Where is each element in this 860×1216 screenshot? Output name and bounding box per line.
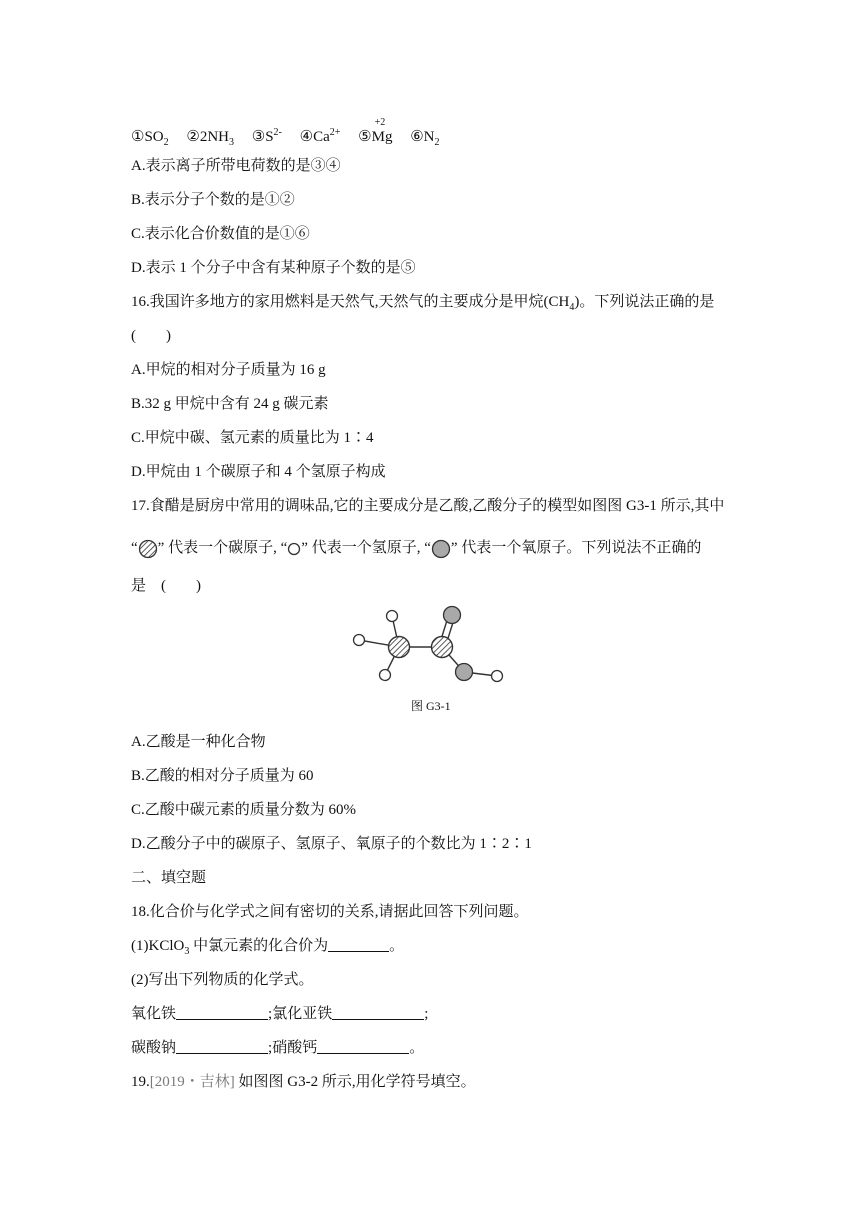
answer-blank-ferrous-chloride[interactable] [332, 1005, 424, 1020]
hydrogen-atom-2 [354, 635, 365, 646]
q18-part1: (1)KClO$_3$ 中氯元素的化合价为 。 [131, 938, 405, 957]
answer-blank-iron-oxide[interactable] [176, 1005, 268, 1020]
q15-option-b: B.表示分子个数的是①② [131, 192, 295, 208]
acetic-acid-model [350, 600, 510, 695]
carbon-atom-1 [389, 637, 410, 658]
carbon-atom-icon [138, 539, 158, 559]
q16-stem: 16.我国许多地方的家用燃料是天然气,天然气的主要成分是甲烷$(CH_4)$。下列说法正确的是 [131, 294, 715, 313]
hydrogen-atom-3 [380, 670, 391, 681]
answer-blank-calcium-nitrate[interactable] [317, 1039, 409, 1054]
answer-blank-sodium-carbonate[interactable] [176, 1039, 268, 1054]
oxygen-atom-2 [456, 664, 473, 681]
oxygen-atom-icon [431, 539, 451, 559]
q18-formula-row-1: 氧化铁 ;氯化亚铁 ; [131, 1006, 429, 1022]
q16-answer-paren: ( ) [131, 328, 171, 344]
figure-caption: 图 G3-1 [411, 699, 451, 713]
hydrogen-atom-icon [287, 542, 301, 556]
oxygen-atom-1 [444, 607, 461, 624]
q17-option-d: D.乙酸分子中的碳原子、氢原子、氧原子的个数比为 1∶2∶1 [131, 836, 532, 852]
hydrogen-atom-4 [492, 671, 503, 682]
q15-option-a: A.表示离子所带电荷数的是③④ [131, 158, 341, 174]
carbon-atom-2 [432, 637, 453, 658]
q17-legend: “ ” 代表一个碳原子, “ ” 代表一个氢原子, “ ” 代表一个氧原子。下列说法不正确的 [131, 538, 701, 559]
hydrogen-atom-1 [387, 611, 398, 622]
q18-formula-row-2: 碳酸钠 ;硝酸钙 。 [131, 1040, 425, 1056]
source-tag: [2019・吉林] [149, 1074, 235, 1090]
q15-option-c: C.表示化合价数值的是①⑥ [131, 226, 310, 242]
section-heading-fill-in: 二、填空题 [131, 870, 207, 886]
answer-blank-chlorine-valence[interactable] [328, 937, 389, 952]
q15-option-d: D.表示 1 个分子中含有某种原子个数的是⑤ [131, 260, 416, 276]
q16-option-b: B.32 g 甲烷中含有 24 g 碳元素 [131, 396, 329, 412]
formula-n2: $⑥N_2$ [410, 129, 440, 148]
q17-stem-end: 是 ( ) [131, 578, 201, 594]
formula-ca2+: $④Ca^{2+}$ [299, 127, 341, 145]
formula-mg-valence: ⑤ +2 Mg [358, 117, 393, 145]
q16-option-a: A.甲烷的相对分子质量为 16 g [131, 362, 326, 378]
q17-stem: 17.食醋是厨房中常用的调味品,它的主要成分是乙酸,乙酸分子的模型如图图 G3-1 所示,其中 [131, 498, 725, 514]
q19-stem: 19.[2019・吉林] 如图图 G3-2 所示,用化学符号填空。 [131, 1074, 476, 1090]
formula-s2-: $③S^{2-}$ [251, 127, 282, 145]
q18-part2: (2)写出下列物质的化学式。 [131, 972, 314, 988]
q17-option-b: B.乙酸的相对分子质量为 60 [131, 768, 314, 784]
formula-list [131, 117, 453, 153]
q16-option-d: D.甲烷由 1 个碳原子和 4 个氢原子构成 [131, 464, 386, 480]
formula-2nh3: $②2NH_3$ [186, 129, 234, 148]
q17-option-a: A.乙酸是一种化合物 [131, 734, 266, 750]
q16-option-c: C.甲烷中碳、氢元素的质量比为 1∶4 [131, 430, 374, 446]
q18-stem: 18.化合价与化学式之间有密切的关系,请据此回答下列问题。 [131, 904, 529, 920]
formula-so2: $①SO_2$ [131, 129, 169, 148]
q17-option-c: C.乙酸中碳元素的质量分数为 60% [131, 802, 357, 818]
